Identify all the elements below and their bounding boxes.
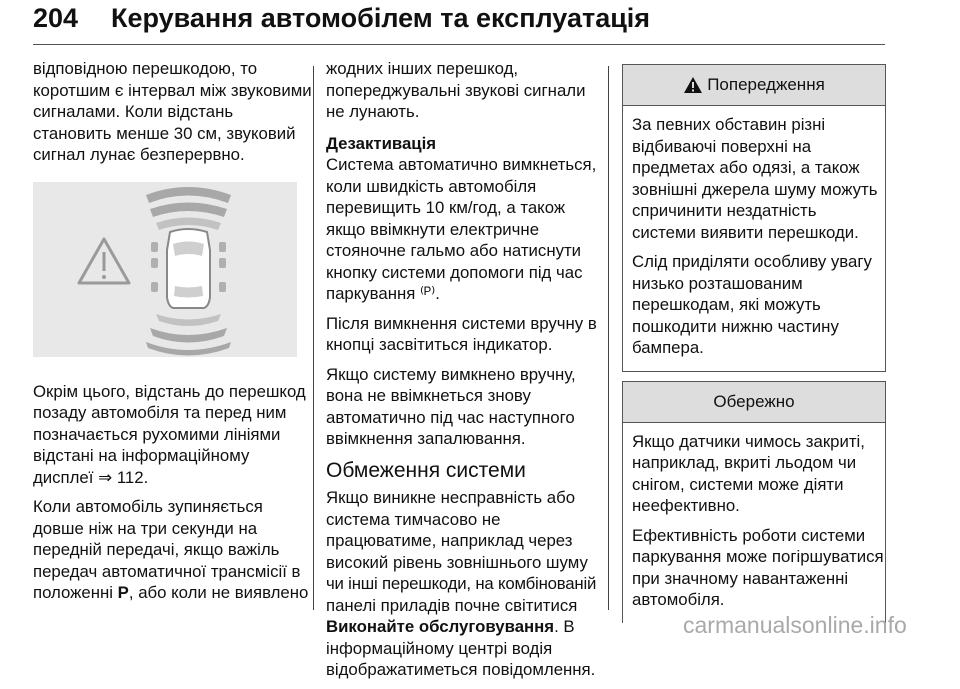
heading-system-limits: Обмеження системи [326,458,526,482]
col2-para3: Після вимкнення системи вручну в кнопці засвітиться індикатор. [326,313,597,354]
car-top-view-icon [167,229,210,308]
caution-para2: Ефективність роботи системи паркування може погіршуватися при значному навантаженні автомобіля. [632,525,884,609]
parking-sensor-illustration [33,182,297,357]
warning-box-title: Попередження [707,75,825,95]
col2-para2: Система автоматично вимкнеться, коли швидкість автомобіля перевищить 10 км/год, а також якщо ввімкнути електричне стояночне гальмо або натиснути кнопку системи допомоги під час паркування ⁽ᴾ⁾. [326,155,597,303]
warning-box-body [623,106,885,371]
col1-para2: Окрім цього, відстань до перешкод позаду автомобіля та перед ним позначається рухомими лініями відстані на інформаційному дисплеї ⇒ 112. [33,381,306,487]
page-title: Керування автомобілем та експлуатація [111,3,651,33]
heading-deactivation: Дезактивація [326,133,437,153]
gear-position-p: P [117,583,129,602]
caution-box-header [623,382,885,423]
warning-triangle-small-icon [683,76,703,94]
column-divider-1 [313,66,314,610]
page-header [33,0,885,45]
warning-box-header [623,65,885,106]
caution-box [622,381,886,623]
watermark-text: carmanualsonline.info [683,612,907,638]
col1-para3: Коли автомобіль зупиняється довше ніж на три секунди на передній передачі, якщо важіль передач автоматичної трансмісії в положенні P, або коли не виявлено [33,497,309,602]
caution-para1: Якщо датчики чимось закриті, наприклад, вкриті льодом чи снігом, системи може діяти неефективно. [632,431,865,515]
warning-para2: Слід приділяти особливу увагу низько розташованим перешкодам, які можуть пошкодити нижню частину бампера. [632,252,872,357]
page-number: 204 [33,3,79,33]
col2-para4: Якщо систему вимкнено вручну, вона не ввімкнеться знову автоматично під час наступного ввімкнення запалювання. [326,364,576,448]
warning-box [622,64,886,372]
caution-box-body [623,423,885,623]
front-distance-arcs-icon [146,187,231,230]
col1-para1: відповідною перешкодою, то коротшим є інтервал між звуковими сигналами. Коли відстань становить менше 30 см, звуковий сигнал лунає безперервно. [33,59,312,164]
col2-para5: Якщо виникне несправність або система тимчасово не працюватиме, наприклад через високий рівень зовнішнього шуму чи інші перешкоди, на комбінованій панелі приладів почне світитися Виконайте обслуговування. В інформаційному центрі водія відображатиметься повідомлення. [326,488,597,679]
parking-display-graphic [33,182,297,357]
column-2 [326,58,597,689]
column-1 [33,58,312,612]
column-3 [622,64,886,623]
column-divider-2 [608,66,609,610]
service-message-text: Виконайте обслуговування [326,617,555,636]
warning-para1: За певних обставин різні відбиваючі поверхні на предметах або одязі, а також зовнішні джерела шуму можуть спричинити нездатність системи виявити перешкоди. [632,115,878,242]
col2-para1: жодних інших перешкод, попереджувальні звукові сигнали не лунають. [326,59,586,121]
caution-box-title: Обережно [713,391,795,411]
